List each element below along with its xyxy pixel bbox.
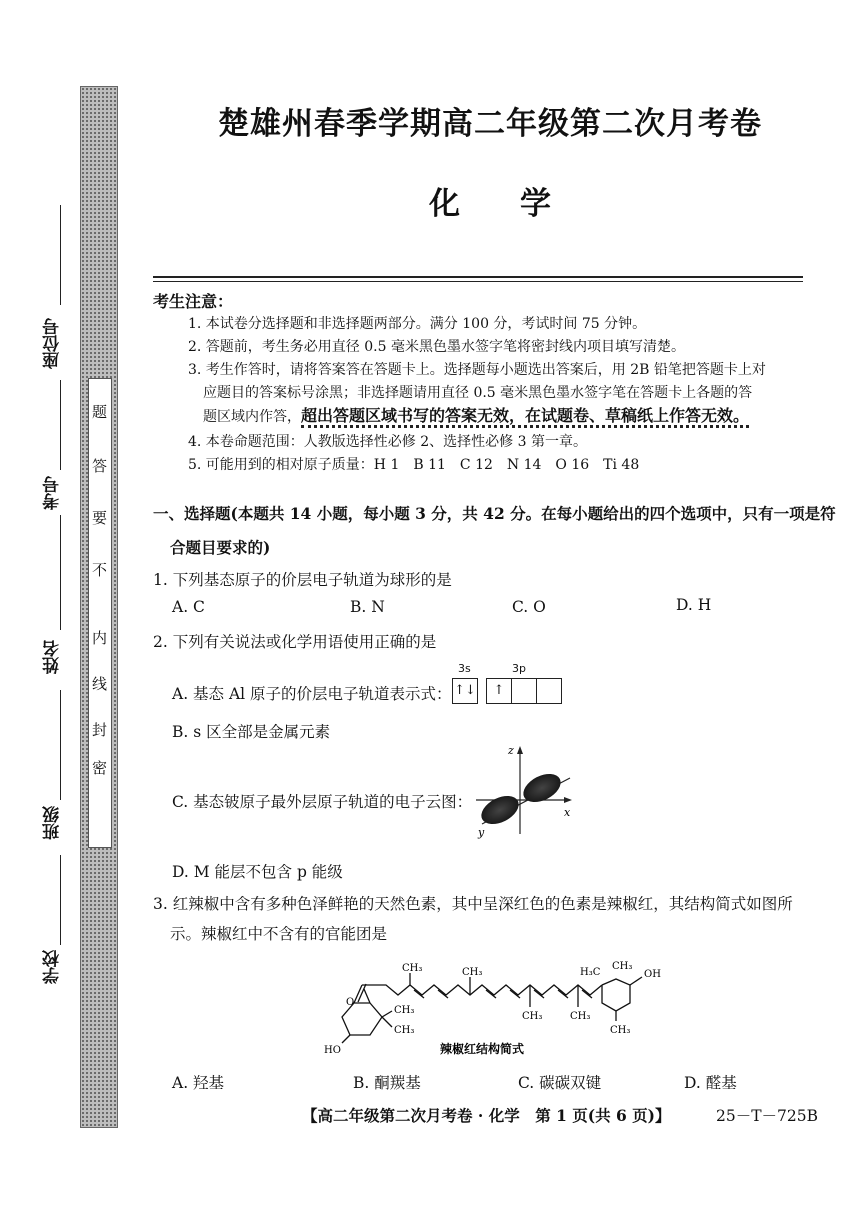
question-2-stem: 2. 下列有关说法或化学用语使用正确的是 <box>153 633 437 651</box>
orbital-lobe <box>519 768 566 808</box>
q1-option-b: B. N <box>350 598 385 616</box>
notice-item: 2. 答题前，考生务必用直径 0.5 毫米黑色墨水签字笔将密封线内项目填写清楚。 <box>188 339 685 355</box>
seal-char: 内 <box>90 630 108 645</box>
methyl-label: H₃C <box>580 967 601 978</box>
page-footer: 【高二年级第二次月考卷 · 化学 第 1 页(共 6 页)】 <box>302 1106 671 1125</box>
notice-item: 3. 考生作答时，请将答案答在答题卡上。选择题每小题选出答案后，用 2B 铅笔把答题卡上对 <box>188 362 766 378</box>
orbital-3s-label: 3s <box>458 662 471 675</box>
z-axis-arrow <box>517 746 523 754</box>
q1-option-d: D. H <box>676 596 712 614</box>
exam-subject: 化学 <box>429 186 611 222</box>
q3-option-b: B. 酮羰基 <box>353 1074 421 1092</box>
q3-option-c: C. 碳碳双键 <box>518 1074 602 1092</box>
orbital-lobe <box>477 790 524 830</box>
seal-line-box <box>88 378 112 848</box>
orbital-box-3p <box>486 678 562 704</box>
methyl-label: CH₃ <box>394 1025 415 1036</box>
orbital-3p-label: 3p <box>512 662 526 675</box>
ketone-o-label: O <box>346 997 355 1008</box>
structure-caption: 辣椒红结构简式 <box>440 1042 525 1056</box>
q1-option-c: C. O <box>512 598 546 616</box>
notice-heading: 考生注意： <box>153 292 234 311</box>
q3-option-d: D. 醛基 <box>684 1074 737 1092</box>
methyl-label: CH₃ <box>610 1025 631 1036</box>
seal-char: 封 <box>90 722 108 737</box>
seat-number-label: 座位号 <box>43 318 63 369</box>
q2-option-c: C. 基态铍原子最外层原子轨道的电子云图： <box>172 793 473 811</box>
seal-char: 密 <box>90 760 108 775</box>
methyl-label: CH₃ <box>522 1011 543 1022</box>
notice-item: 1. 本试卷分选择题和非选择题两部分。满分 100 分，考试时间 75 分钟。 <box>188 316 647 332</box>
exam-number-line <box>60 380 61 470</box>
q2-option-b: B. s 区全部是金属元素 <box>172 723 331 741</box>
notice-emphasis: 超出答题区域书写的答案无效，在试题卷、草稿纸上作答无效。 <box>301 406 749 428</box>
section-heading: 一、选择题(本题共 14 小题，每小题 3 分，共 42 分。在每小题给出的四个选项中，只有一项是符 <box>153 504 836 523</box>
exam-title: 楚雄州春季学期高二年级第二次月考卷 <box>218 106 762 142</box>
seal-char: 要 <box>90 510 108 525</box>
seal-char: 题 <box>90 404 108 419</box>
methyl-label: CH₃ <box>394 1005 415 1016</box>
methyl-label: CH₃ <box>612 961 633 972</box>
seat-number-line <box>60 205 61 305</box>
p-orbital-diagram <box>470 742 590 842</box>
hydroxyl-label: OH <box>644 969 661 980</box>
school-label: 学校 <box>43 950 63 984</box>
school-line <box>60 855 61 945</box>
title-rule <box>153 276 803 278</box>
orbital-cell <box>512 679 537 703</box>
question-3-stem: 3. 红辣椒中含有多种色泽鲜艳的天然色素，其中呈深红色的色素是辣椒红，其结构简式如图所 <box>153 895 793 913</box>
y-axis-label: y <box>478 826 485 839</box>
question-1-stem: 1. 下列基态原子的价层电子轨道为球形的是 <box>153 571 452 589</box>
hydroxyl-label: HO <box>324 1045 341 1056</box>
class-label: 班级 <box>43 806 63 840</box>
seal-char: 答 <box>90 458 108 473</box>
question-3-stem-cont: 示。辣椒红中不含有的官能团是 <box>170 925 388 943</box>
methyl-label: CH₃ <box>462 967 483 978</box>
q2-option-a: A. 基态 Al 原子的价层电子轨道表示式： <box>172 685 452 703</box>
q3-option-a: A. 羟基 <box>172 1074 225 1092</box>
notice-item-cont: 题区域内作答，超出答题区域书写的答案无效，在试题卷、草稿纸上作答无效。 <box>203 406 749 427</box>
name-line <box>60 515 61 630</box>
paper-code: 25－T－725B <box>716 1107 819 1125</box>
notice-item: 5. 可能用到的相对原子质量：H 1 B 11 C 12 N 14 O 16 Ti 48 <box>188 457 640 473</box>
q1-option-a: A. C <box>172 598 205 616</box>
notice-item: 4. 本卷命题范围：人教版选择性必修 2、选择性必修 3 第一章。 <box>188 434 587 450</box>
exam-number-label: 考号 <box>43 476 63 510</box>
methyl-label: CH₃ <box>402 963 423 974</box>
orbital-box-3s <box>452 678 478 704</box>
x-axis-arrow <box>564 797 572 803</box>
section-heading-cont: 合题目要求的) <box>170 538 271 557</box>
seal-char: 不 <box>90 562 108 577</box>
orbital-cell: ↑↓ <box>454 683 476 698</box>
name-label: 姓名 <box>43 640 63 674</box>
seal-char: 线 <box>90 676 108 691</box>
orbital-cell: ↑ <box>487 679 512 703</box>
notice-item-cont: 应题目的答案标号涂黑；非选择题请用直径 0.5 毫米黑色墨水签字笔在答题卡上各题的答 <box>203 385 753 401</box>
title-rule-thin <box>153 281 803 282</box>
x-axis-label: x <box>564 806 571 819</box>
orbital-cell <box>537 679 561 703</box>
z-axis-label: z <box>508 744 514 757</box>
q2-option-d: D. M 能层不包含 p 能级 <box>172 863 343 881</box>
class-line <box>60 690 61 800</box>
capsanthin-structure <box>320 955 680 1065</box>
methyl-label: CH₃ <box>570 1011 591 1022</box>
